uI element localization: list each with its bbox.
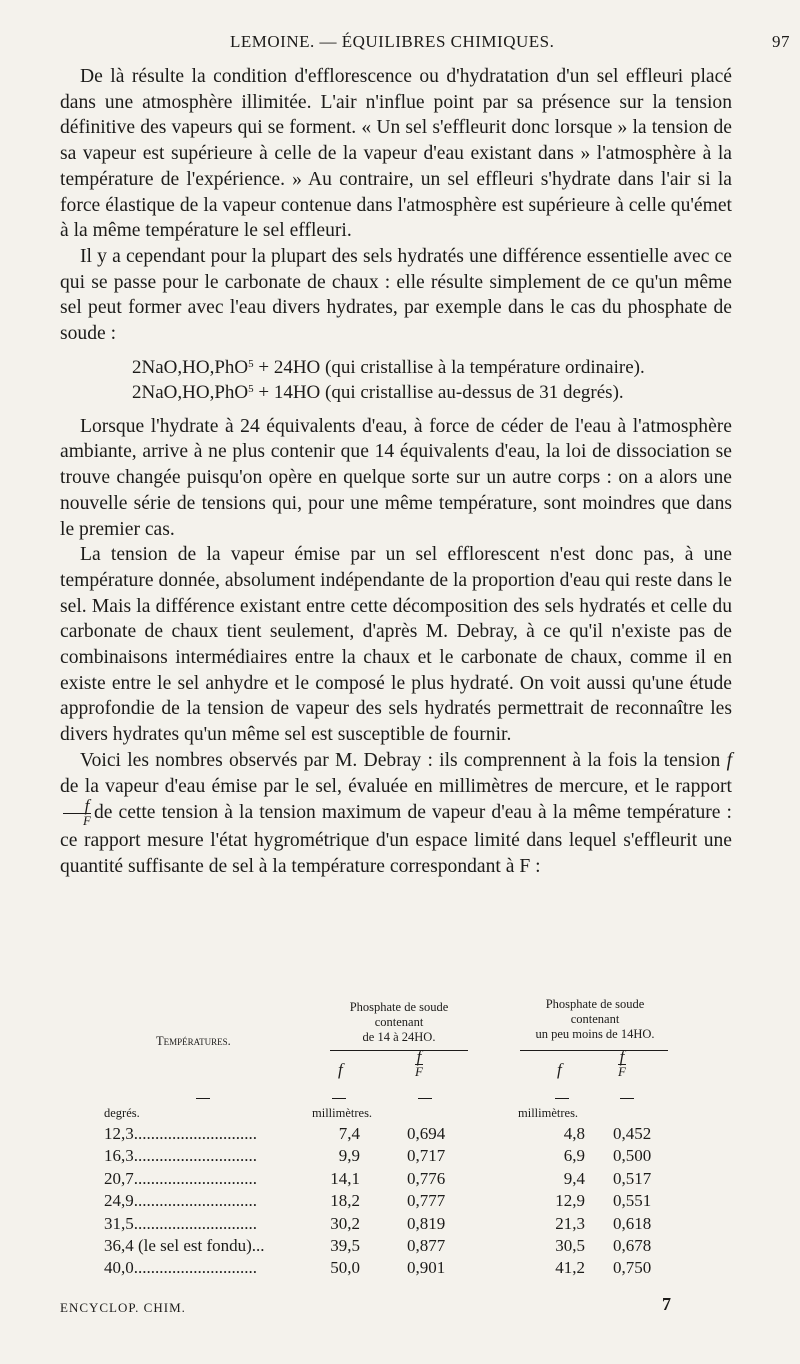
table-row bbox=[60, 1236, 740, 1258]
formula-24ho: 2NaO,HO,PhO$^5$ + 24HO (qui cristallise à la température ordinaire). bbox=[132, 356, 645, 378]
ratio-cell-2: 0,618 bbox=[613, 1213, 652, 1233]
dash-f1 bbox=[332, 1098, 346, 1099]
ratio-cell-1: 0,819 bbox=[407, 1213, 446, 1233]
temperature-cell: 40,0............................. bbox=[104, 1258, 257, 1278]
page-number: 97 bbox=[772, 32, 790, 51]
paragraph-hydrates: Il y a cependant pour la plupart des sels hydratés une différence essentielle avec ce qui se passe pour le carbonate de chaux : elle résulte simplement de ce qu'un même sel peut former avec l'eau divers hydrates, par exemple dans le cas du phosphate de soude : bbox=[60, 245, 732, 345]
tension-cell-1: 14,1 bbox=[330, 1168, 360, 1188]
col-header-f-2: f bbox=[557, 1060, 562, 1079]
paragraph-tension: La tension de la vapeur émise par un sel efflorescent n'est donc pas, à une température donnée, absolument indépendante de la proportion d'eau qui reste dans le sel. Mais la différence existant entre cette décomposition des sels hydratés et celle du carbonate de chaux tient seulement, d'après M. Debray, à ce qu'il n'existe pas de combinaisons intermédiaires entre la chaux et le carbonate de chaux, comme il en existe entre le sel anhydre et le composé le plus hydraté. On voit aussi qu'une étude approfondie de la tension de vapeur des sels hydratés permettrait de reconnaître les divers hydrates qu'un même sel est susceptible de fournir. bbox=[60, 544, 732, 746]
dash-r2 bbox=[620, 1098, 634, 1099]
tension-cell-2: 12,9 bbox=[555, 1191, 585, 1211]
tension-cell-1: 39,5 bbox=[330, 1236, 360, 1255]
dash-r1 bbox=[418, 1098, 432, 1099]
tension-cell-2: 6,9 bbox=[563, 1146, 585, 1166]
tension-cell-2: 30,5 bbox=[555, 1236, 585, 1255]
paragraph-dissociation: Lorsque l'hydrate à 24 équivalents d'eau, à force de céder de l'eau à l'atmosphère ambiante, arrive à ne plus contenir que 14 équivalents d'eau, la loi de dissociation se trouve changée puisqu'on opère en quelque sorte sur un autre corps : on a alors une nouvelle série de tensions qui, pour une même température, sont moindres que dans le premier cas. bbox=[60, 415, 732, 540]
tension-cell-2: 41,2 bbox=[555, 1258, 585, 1278]
tension-cell-2: 4,8 bbox=[563, 1124, 585, 1143]
ratio-cell-1: 0,776 bbox=[407, 1168, 446, 1188]
tension-cell-1: 9,9 bbox=[338, 1146, 360, 1166]
ratio-cell-1: 0,694 bbox=[407, 1124, 446, 1143]
group-rule-1 bbox=[330, 1050, 468, 1051]
table-row bbox=[60, 1258, 740, 1280]
temperature-cell: 24,9............................. bbox=[104, 1191, 257, 1211]
tension-cell-2: 9,4 bbox=[563, 1168, 585, 1188]
group-header-14ho: Phosphate de soude contenant un peu moins de 14HO. bbox=[535, 997, 655, 1041]
group-rule-2 bbox=[520, 1050, 668, 1051]
ratio-cell-2: 0,551 bbox=[613, 1191, 652, 1211]
col-header-ratio-1: $\frac{f}{F}$ bbox=[415, 1047, 423, 1079]
paragraph-efflorescence: De là résulte la condition d'efflorescence ou d'hydratation d'un sel effleuri placé dans une atmosphère illimitée. L'air n'influe point par sa présence sur la tension définitive des vapeurs qui se forment. « Un sel s'effleurit donc lorsque » la tension de sa vapeur est supérieure à celle de la vapeur d'eau existant dans » l'atmosphère à la température de l'expérience. » Au contraire, un sel effleuri s'hydrate dans l'air si la force élastique de la vapeur contenue dans l'atmosphère est supérieure à celle qu'émet à la même température le sel effleuri. bbox=[60, 66, 732, 242]
temperature-cell: 12,3............................. bbox=[104, 1124, 257, 1143]
group-header-24ho: Phosphate de soude contenant de 14 à 24HO. bbox=[349, 1000, 449, 1044]
signature-mark: 7 bbox=[662, 1294, 672, 1314]
dash-temp bbox=[196, 1098, 210, 1099]
tension-cell-1: 18,2 bbox=[330, 1191, 360, 1211]
temperature-cell: 16,3............................. bbox=[104, 1146, 257, 1166]
table-row bbox=[60, 1191, 740, 1213]
table-row bbox=[60, 1146, 740, 1168]
ratio-cell-2: 0,678 bbox=[613, 1236, 652, 1255]
formula-14ho: 2NaO,HO,PhO$^5$ + 14HO (qui cristallise au-dessus de 31 degrés). bbox=[132, 382, 624, 404]
page-header bbox=[60, 32, 800, 58]
col-header-ratio-2: $\frac{f}{F}$ bbox=[618, 1047, 626, 1079]
unit-mm-2: millimètres. bbox=[518, 1106, 579, 1120]
ratio-cell-2: 0,750 bbox=[613, 1258, 652, 1278]
tension-cell-1: 50,0 bbox=[330, 1258, 360, 1278]
fraction-f-over-F: $\frac{f}{F}$ bbox=[63, 799, 91, 828]
temperature-header: Températures. bbox=[156, 1034, 231, 1048]
tension-cell-1: 30,2 bbox=[330, 1213, 360, 1233]
tension-cell-1: 7,4 bbox=[338, 1124, 360, 1143]
ratio-cell-1: 0,901 bbox=[407, 1258, 446, 1278]
ratio-cell-1: 0,717 bbox=[407, 1146, 446, 1166]
debray-table bbox=[60, 994, 740, 1284]
ratio-cell-2: 0,452 bbox=[613, 1124, 652, 1143]
main-text bbox=[60, 64, 732, 880]
formula-block bbox=[132, 355, 732, 406]
table-row bbox=[60, 1214, 740, 1236]
temperature-cell: 20,7............................. bbox=[104, 1168, 257, 1188]
footer-title: ENCYCLOP. CHIM. bbox=[60, 1300, 186, 1315]
col-header-f-1: f bbox=[338, 1060, 343, 1079]
running-title: LEMOINE. — ÉQUILIBRES CHIMIQUES. bbox=[230, 32, 555, 51]
temperature-cell: 36,4 (le sel est fondu)... bbox=[104, 1236, 265, 1255]
tension-cell-2: 21,3 bbox=[555, 1213, 585, 1233]
ratio-cell-2: 0,500 bbox=[613, 1146, 652, 1166]
table-row bbox=[60, 1124, 740, 1146]
ratio-cell-1: 0,777 bbox=[407, 1191, 446, 1211]
table-row bbox=[60, 1169, 740, 1191]
paragraph-debray: Voici les nombres observés par M. Debray : ils comprennent à la fois la tension f de la vapeur d'eau émise par le sel, évaluée en millimètres de mercure, et le rapport $\frac{f}{F}$ de cette tension à la tension maximum de vapeur d'eau à la même température : ce rapport mesure l'état hygrométrique d'un espace limité dans lequel s'effleurit une quantité suffisante de sel à la température correspondant à F : bbox=[60, 749, 733, 877]
ratio-cell-1: 0,877 bbox=[407, 1236, 446, 1255]
dash-f2 bbox=[555, 1098, 569, 1099]
page-footer bbox=[60, 1294, 680, 1322]
temperature-cell: 31,5............................. bbox=[104, 1213, 257, 1233]
ratio-cell-2: 0,517 bbox=[613, 1168, 652, 1188]
unit-mm-1: millimètres. bbox=[312, 1106, 373, 1120]
unit-degrees: degrés. bbox=[104, 1106, 140, 1120]
